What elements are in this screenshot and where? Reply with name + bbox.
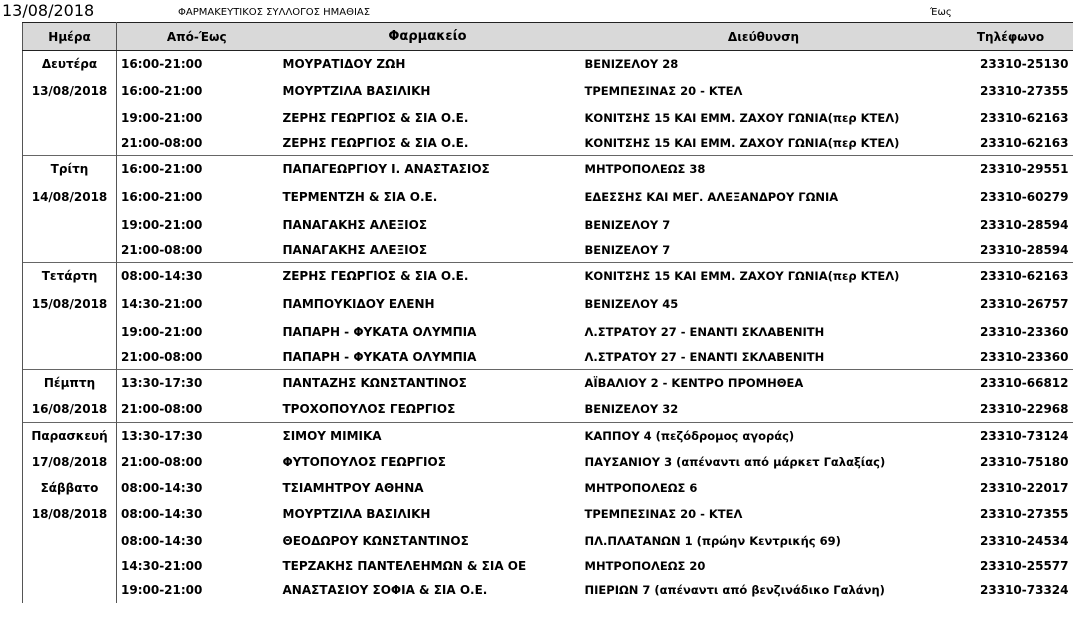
time-cell: 21:00-08:00 xyxy=(121,242,203,257)
pharmacy-cell: ΤΡΟΧΟΠΟΥΛΟΣ ΓΕΩΡΓΙΟΣ xyxy=(282,401,456,416)
address-cell: ΜΗΤΡΟΠΟΛΕΩΣ 38 xyxy=(579,156,949,182)
address-cell: ΚΑΠΠΟΥ 4 (πεζόδρομος αγοράς) xyxy=(579,423,949,449)
time-cell: 08:00-14:30 xyxy=(121,533,203,548)
address-cell: ΒΕΝΙΖΕΛΟΥ 7 xyxy=(584,242,671,257)
address-cell: ΤΡΕΜΠΕΣΙΝΑΣ 20 - ΚΤΕΛ xyxy=(584,83,743,98)
pharmacy-cell: ΠΑΠΑΡΗ - ΦΥΚΑΤΑ ΟΛΥΜΠΙΑ xyxy=(282,349,477,364)
pharmacy-cell: ΤΣΙΑΜΗΤΡΟΥ ΑΘΗΝΑ xyxy=(282,481,424,495)
address-cell: ΒΕΝΙΖΕΛΟΥ 28 xyxy=(579,51,949,77)
day-cell: Παρασκευή xyxy=(23,423,117,449)
pharmacy-cell: ΤΕΡΖΑΚΗΣ ΠΑΝΤΕΛΕΗΜΩΝ & ΣΙΑ ΟΕ xyxy=(282,558,527,573)
day-cell xyxy=(23,554,117,578)
day-cell xyxy=(23,131,117,156)
time-cell: 16:00-21:00 xyxy=(121,189,203,204)
header-pharmacy: Φαρμακείο xyxy=(277,23,579,51)
table-row xyxy=(23,370,1073,396)
pharmacy-cell: ΖΕΡΗΣ ΓΕΩΡΓΙΟΣ & ΣΙΑ Ο.Ε. xyxy=(282,110,469,125)
address-cell: ΒΕΝΙΖΕΛΟΥ 32 xyxy=(584,401,679,416)
time-cell: 08:00-14:30 xyxy=(121,507,203,521)
time-cell: 13:30-17:30 xyxy=(117,370,277,396)
address-cell: ΚΟΝΙΤΣΗΣ 15 ΚΑΙ ΕΜΜ. ΖΑΧΟΥ ΓΩΝΙΑ(περ ΚΤΕΛ) xyxy=(584,135,900,150)
address-cell: ΜΗΤΡΟΠΟΛΕΩΣ 20 xyxy=(584,558,706,573)
day-cell: 18/08/2018 xyxy=(23,501,117,528)
header-address: Διεύθυνση xyxy=(579,23,949,51)
table-row xyxy=(23,182,1073,212)
day-cell xyxy=(23,528,117,554)
time-cell: 16:00-21:00 xyxy=(117,156,277,182)
table-row xyxy=(23,554,1073,578)
table-row xyxy=(23,156,1073,182)
day-cell: 13/08/2018 xyxy=(23,77,117,105)
pharmacy-duty-table xyxy=(22,22,1073,603)
address-cell: ΜΗΤΡΟΠΟΛΕΩΣ 6 xyxy=(584,481,698,495)
table-row xyxy=(23,212,1073,238)
table-row xyxy=(23,528,1073,554)
pharmacy-cell: ΖΕΡΗΣ ΓΕΩΡΓΙΟΣ & ΣΙΑ Ο.Ε. xyxy=(277,263,579,289)
phone-cell: 23310-28594 xyxy=(980,217,1069,232)
table-row xyxy=(23,238,1073,263)
document-header xyxy=(0,0,1079,22)
pharmacy-cell: ΜΟΥΡΤΖΙΛΑ ΒΑΣΙΛΙΚΗ xyxy=(282,83,431,98)
time-cell: 19:00-21:00 xyxy=(121,324,203,339)
time-cell: 13:30-17:30 xyxy=(117,423,277,449)
phone-cell: 23310-62163 xyxy=(980,110,1069,125)
table-header-row xyxy=(23,23,1073,51)
phone-cell: 23310-23360 xyxy=(980,349,1069,364)
address-cell: ΠΑΥΣΑΝΙΟΥ 3 (απέναντι από μάρκετ Γαλαξίας) xyxy=(584,455,886,469)
time-cell: 08:00-14:30 xyxy=(117,263,277,289)
day-cell: Δευτέρα xyxy=(23,51,117,77)
address-cell: ΕΔΕΣΣΗΣ ΚΑΙ ΜΕΓ. ΑΛΕΞΑΝΔΡΟΥ ΓΩΝΙΑ xyxy=(584,189,839,204)
pharmacy-cell: ΜΟΥΡΤΖΙΛΑ ΒΑΣΙΛΙΚΗ xyxy=(282,507,431,521)
phone-cell: 23310-22017 xyxy=(980,481,1069,495)
pharmacy-cell: ΠΑΠΑΓΕΩΡΓΙΟΥ Ι. ΑΝΑΣΤΑΣΙΟΣ xyxy=(277,156,579,182)
phone-cell: 23310-73124 xyxy=(949,423,1073,449)
address-cell: ΒΕΝΙΖΕΛΟΥ 7 xyxy=(584,217,671,232)
day-cell xyxy=(23,345,117,370)
table-row xyxy=(23,105,1073,131)
time-cell: 14:30-21:00 xyxy=(121,558,203,573)
pharmacy-cell: ΠΑΠΑΡΗ - ΦΥΚΑΤΑ ΟΛΥΜΠΙΑ xyxy=(282,324,477,339)
day-cell: Τετάρτη xyxy=(23,263,117,289)
phone-cell: 23310-27355 xyxy=(980,507,1069,521)
table-row xyxy=(23,449,1073,476)
phone-cell: 23310-66812 xyxy=(949,370,1073,396)
address-cell: ΑΪΒΑΛΙΟΥ 2 - ΚΕΝΤΡΟ ΠΡΟΜΗΘΕΑ xyxy=(579,370,949,396)
pharmacy-cell: ΠΑΝΑΓΑΚΗΣ ΑΛΕΞΙΟΣ xyxy=(282,242,428,257)
pharmacy-cell: ΖΕΡΗΣ ΓΕΩΡΓΙΟΣ & ΣΙΑ Ο.Ε. xyxy=(282,135,469,150)
table-row xyxy=(23,476,1073,501)
phone-cell: 23310-26757 xyxy=(980,296,1069,311)
table-row xyxy=(23,423,1073,449)
phone-cell: 23310-62163 xyxy=(949,263,1073,289)
day-cell: 14/08/2018 xyxy=(23,182,117,212)
phone-cell: 23310-27355 xyxy=(980,83,1069,98)
address-cell: ΠΙΕΡΙΩΝ 7 (απέναντι από βενζινάδικο Γαλάνη) xyxy=(584,583,885,597)
day-cell: 17/08/2018 xyxy=(23,449,117,476)
day-cell: Τρίτη xyxy=(23,156,117,182)
day-cell xyxy=(23,578,117,603)
phone-cell: 23310-75180 xyxy=(980,455,1069,469)
day-cell: Πέμπτη xyxy=(23,370,117,396)
phone-cell: 23310-73324 xyxy=(980,583,1069,597)
table-row xyxy=(23,501,1073,528)
time-cell: 21:00-08:00 xyxy=(121,349,203,364)
table-row xyxy=(23,396,1073,423)
phone-cell: 23310-22968 xyxy=(980,401,1069,416)
time-cell: 14:30-21:00 xyxy=(121,296,203,311)
table-row xyxy=(23,77,1073,105)
table-row xyxy=(23,289,1073,319)
table-row xyxy=(23,578,1073,603)
day-cell xyxy=(23,319,117,345)
address-cell: ΠΛ.ΠΛΑΤΑΝΩΝ 1 (πρώην Κεντρικής 69) xyxy=(584,533,841,548)
address-cell: ΚΟΝΙΤΣΗΣ 15 ΚΑΙ ΕΜΜ. ΖΑΧΟΥ ΓΩΝΙΑ(περ ΚΤΕΛ) xyxy=(584,110,900,125)
pharmacy-cell: ΜΟΥΡΑΤΙΔΟΥ ΖΩΗ xyxy=(277,51,579,77)
address-cell: Λ.ΣΤΡΑΤΟΥ 27 - ΕΝΑΝΤΙ ΣΚΛΑΒΕΝΙΤΗ xyxy=(584,324,825,339)
time-cell: 16:00-21:00 xyxy=(121,83,203,98)
day-cell: Σάββατο xyxy=(23,476,117,501)
phone-cell: 23310-29551 xyxy=(949,156,1073,182)
address-cell: ΒΕΝΙΖΕΛΟΥ 45 xyxy=(584,296,679,311)
phone-cell: 23310-25577 xyxy=(980,558,1069,573)
phone-cell: 23310-24534 xyxy=(980,533,1069,548)
header-day: Ημέρα xyxy=(23,23,117,51)
address-cell: ΤΡΕΜΠΕΣΙΝΑΣ 20 - ΚΤΕΛ xyxy=(584,507,743,521)
day-cell xyxy=(23,212,117,238)
association-name: ΦΑΡΜΑΚΕΥΤΙΚΟΣ ΣΥΛΛΟΓΟΣ ΗΜΑΘΙΑΣ xyxy=(178,7,371,18)
header-time: Από-Έως xyxy=(117,23,277,51)
phone-cell: 23310-28594 xyxy=(980,242,1069,257)
pharmacy-cell: ΣΙΜΟΥ ΜΙΜΙΚΑ xyxy=(277,423,579,449)
time-cell: 19:00-21:00 xyxy=(121,110,203,125)
pharmacy-cell: ΑΝΑΣΤΑΣΙΟΥ ΣΟΦΙΑ & ΣΙΑ Ο.Ε. xyxy=(282,583,488,597)
day-cell xyxy=(23,105,117,131)
time-cell: 16:00-21:00 xyxy=(117,51,277,77)
report-date: 13/08/2018 xyxy=(2,1,95,20)
until-label: Έως xyxy=(930,7,952,18)
pharmacy-cell: ΦΥΤΟΠΟΥΛΟΣ ΓΕΩΡΓΙΟΣ xyxy=(282,455,446,469)
day-cell: 16/08/2018 xyxy=(23,396,117,423)
address-cell: ΚΟΝΙΤΣΗΣ 15 ΚΑΙ ΕΜΜ. ΖΑΧΟΥ ΓΩΝΙΑ(περ ΚΤΕΛ) xyxy=(579,263,949,289)
header-phone: Τηλέφωνο xyxy=(949,23,1073,51)
day-cell: 15/08/2018 xyxy=(23,289,117,319)
time-cell: 21:00-08:00 xyxy=(121,135,203,150)
table-row xyxy=(23,131,1073,156)
table-row xyxy=(23,51,1073,77)
phone-cell: 23310-60279 xyxy=(980,189,1069,204)
time-cell: 19:00-21:00 xyxy=(121,217,203,232)
time-cell: 21:00-08:00 xyxy=(121,455,203,469)
table-row xyxy=(23,319,1073,345)
phone-cell: 23310-23360 xyxy=(980,324,1069,339)
table-row xyxy=(23,263,1073,289)
table-row xyxy=(23,345,1073,370)
pharmacy-cell: ΠΑΜΠΟΥΚΙΔΟΥ ΕΛΕΝΗ xyxy=(282,296,435,311)
time-cell: 21:00-08:00 xyxy=(121,401,203,416)
pharmacy-cell: ΠΑΝΑΓΑΚΗΣ ΑΛΕΞΙΟΣ xyxy=(282,217,428,232)
time-cell: 08:00-14:30 xyxy=(121,481,203,495)
day-cell xyxy=(23,238,117,263)
phone-cell: 23310-25130 xyxy=(949,51,1073,77)
time-cell: 19:00-21:00 xyxy=(121,583,203,597)
pharmacy-cell: ΠΑΝΤΑΖΗΣ ΚΩΝΣΤΑΝΤΙΝΟΣ xyxy=(277,370,579,396)
address-cell: Λ.ΣΤΡΑΤΟΥ 27 - ΕΝΑΝΤΙ ΣΚΛΑΒΕΝΙΤΗ xyxy=(584,349,825,364)
pharmacy-cell: ΘΕΟΔΩΡΟΥ ΚΩΝΣΤΑΝΤΙΝΟΣ xyxy=(282,533,469,548)
pharmacy-cell: ΤΕΡΜΕΝΤΖΗ & ΣΙΑ Ο.Ε. xyxy=(282,189,438,204)
phone-cell: 23310-62163 xyxy=(980,135,1069,150)
